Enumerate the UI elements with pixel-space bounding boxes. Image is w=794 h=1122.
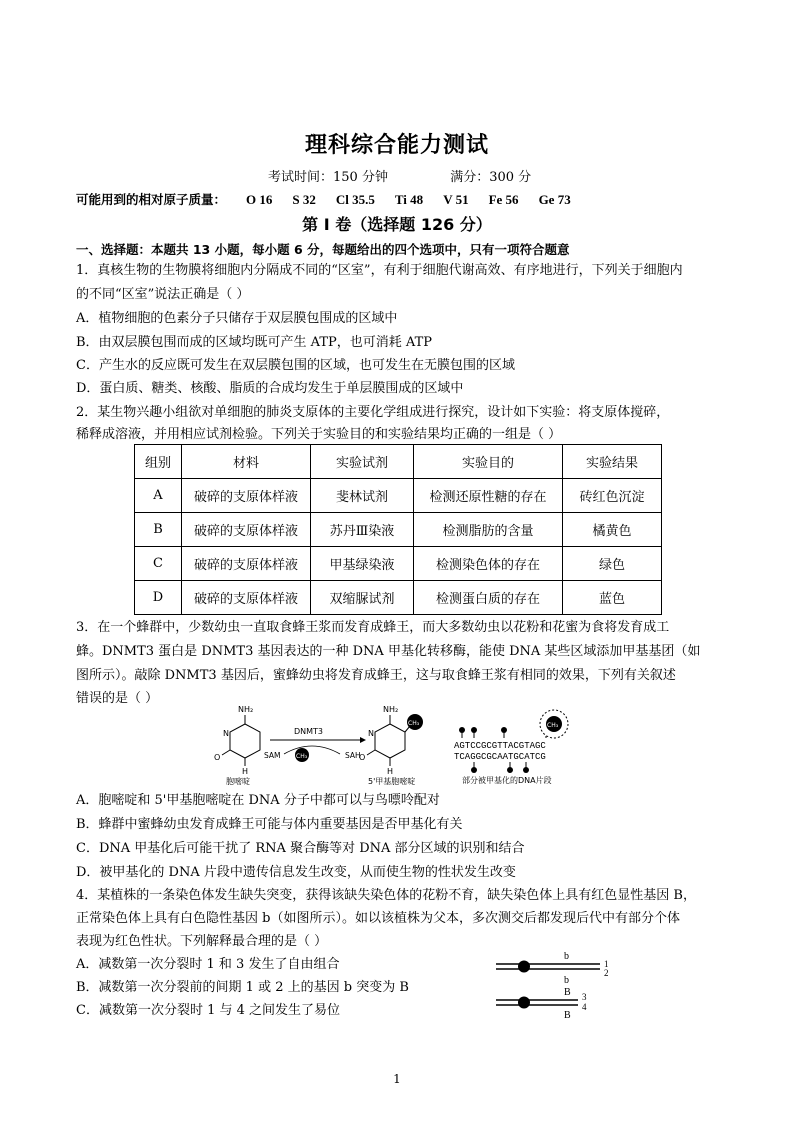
table-cell: 双缩脲试剂 — [311, 581, 414, 615]
exam-time: 考试时间：150 分钟 — [268, 170, 388, 185]
cytosine-n: N — [223, 729, 229, 738]
table-cell: B — [135, 513, 182, 547]
table-cell: 橘黄色 — [563, 513, 662, 547]
q2-stem-line: 稀释成溶液，并用相应试剂检验。下列关于实验目的和实验结果均正确的一组是（ ） — [76, 427, 562, 442]
table-header: 实验试剂 — [311, 445, 414, 479]
table-header: 实验目的 — [414, 445, 563, 479]
q4-option-b: B．减数第一次分裂前的间期 1 或 2 上的基因 b 突变为 B — [76, 980, 409, 995]
q3-stem-line: 图所示）。敲除 DNMT3 基因后，蜜蜂幼虫将发育成蜂王，这与取食蜂王浆有相同的效果，下列有关叙述 — [76, 668, 676, 683]
q3-stem-line: 错误的是（ ） — [76, 691, 159, 706]
exam-score: 满分：300 分 — [450, 170, 532, 185]
dna-bottom-strand: TCAGGCGCAATGCATCG — [454, 752, 546, 762]
methyl-mark-icon — [523, 767, 529, 773]
atomic-masses — [76, 190, 571, 208]
page-title: 理科综合能力测试 — [304, 133, 489, 158]
gene-label: B — [564, 987, 571, 998]
q3-stem-line: 蜂。DNMT3 蛋白是 DNMT3 基因表达的一种 DNA 甲基化转移酶，能使 DNA 某些区域添加甲基基团（如 — [76, 644, 701, 659]
atom-mass: Ge 73 — [538, 192, 571, 207]
table-header: 组别 — [135, 445, 182, 479]
chromosome-number: 2 — [604, 968, 609, 978]
table-cell: 破碎的支原体样液 — [182, 479, 311, 513]
dna-fragment-label: 部分被甲基化的DNA片段 — [462, 776, 552, 785]
atomic-masses-label: 可能用到的相对原子质量： — [76, 192, 227, 207]
table-cell: 检测染色体的存在 — [414, 547, 563, 581]
q4-stem-line: 表现为红色性状。下列解释最合理的是（ ） — [76, 934, 328, 949]
sam-label: SAM — [264, 751, 281, 760]
atom-mass: Ti 48 — [394, 192, 424, 207]
table-cell: C — [135, 547, 182, 581]
sah-label: SAH — [345, 751, 361, 760]
table-cell: 斐林试剂 — [311, 479, 414, 513]
methylcytosine-label: 5'甲基胞嘧啶 — [368, 777, 416, 786]
methyl-mark-icon — [471, 767, 477, 773]
q3-option-d: D．被甲基化的 DNA 片段中遗传信息发生改变，从而使生物的性状发生改变 — [76, 865, 516, 880]
table-header: 实验结果 — [563, 445, 662, 479]
methylcytosine-n: N — [368, 729, 374, 738]
methyl-mark-icon — [507, 767, 513, 773]
gene-label: b — [564, 975, 569, 986]
q1-stem-line: 1．真核生物的生物膜将细胞内分隔成不同的“区室”，有利于细胞代谢高效、有序地进行，下列关于细胞内 — [76, 263, 683, 278]
dna-methylation-figure — [212, 702, 592, 788]
q1-option-c: C．产生水的反应既可发生在双层膜包围的区域，也可发生在无膜包围的区域 — [76, 358, 515, 373]
methyl-label: CH₃ — [547, 722, 559, 729]
q4-option-a: A．减数第一次分裂时 1 和 3 发生了自由组合 — [76, 957, 340, 972]
table-cell: 破碎的支原体样液 — [182, 513, 311, 547]
table-cell: 破碎的支原体样液 — [182, 581, 311, 615]
table-header: 材料 — [182, 445, 311, 479]
q4-stem-line: 正常染色体上具有白色隐性基因 b（如图所示）。如以该植株为父本，多次测交后都发现后代中有部分个体 — [76, 911, 680, 926]
part-heading: 第 I 卷（选择题 126 分） — [302, 215, 492, 234]
table-cell: 蓝色 — [563, 581, 662, 615]
methylcytosine-nh2: NH₂ — [383, 705, 399, 714]
table-header-row — [135, 445, 662, 479]
table-cell: 苏丹Ⅲ染液 — [311, 513, 414, 547]
cytosine-nh2: NH₂ — [238, 705, 254, 714]
cytosine-label: 胞嘧啶 — [226, 777, 250, 786]
cytosine-structure — [222, 715, 260, 766]
q4-stem-line: 4．某植株的一条染色体发生缺失突变，获得该缺失染色体的花粉不育，缺失染色体上具有红色显性基因 B， — [76, 888, 696, 903]
gene-label: B — [564, 1010, 571, 1021]
atom-mass: S 32 — [292, 192, 316, 207]
table-cell: D — [135, 581, 182, 615]
methyl-label: CH₃ — [296, 753, 308, 760]
cofactor-arc — [284, 746, 340, 754]
exam-info — [268, 166, 531, 185]
table-cell: 砖红色沉淀 — [563, 479, 662, 513]
methylcytosine-o: O — [359, 753, 366, 762]
chromosome-number: 3 — [582, 992, 587, 1002]
experiment-table — [134, 444, 662, 615]
table-cell: 检测还原性糖的存在 — [414, 479, 563, 513]
cytosine-h: H — [242, 767, 249, 776]
atom-mass: V 51 — [443, 192, 469, 207]
atom-mass: Cl 35.5 — [335, 192, 375, 207]
table-cell: 绿色 — [563, 547, 662, 581]
section-heading: 一、选择题：本题共 13 小题，每小题 6 分，每题给出的四个选项中，只有一项符合题意 — [76, 242, 570, 257]
dna-top-strand: AGTCCGCGTTACGTAGC — [454, 741, 546, 751]
enzyme-label: DNMT3 — [294, 727, 324, 736]
table-row — [135, 547, 662, 581]
q1-option-b: B．由双层膜包围而成的区域均既可产生 ATP，也可消耗 ATP — [76, 335, 433, 350]
table-cell: 检测脂肪的含量 — [414, 513, 563, 547]
page-number: 1 — [393, 1072, 401, 1086]
chromosome-number: 4 — [582, 1002, 587, 1012]
methyl-mark-icon — [459, 727, 465, 733]
table-cell: 检测蛋白质的存在 — [414, 581, 563, 615]
methyl-label: CH₃ — [408, 720, 420, 727]
methylcytosine-h: H — [387, 767, 394, 776]
q4-option-c: C．减数第一次分裂时 1 与 4 之间发生了易位 — [76, 1003, 341, 1018]
table-cell: 破碎的支原体样液 — [182, 547, 311, 581]
q2-stem-line: 2．某生物兴趣小组欲对单细胞的肺炎支原体的主要化学组成进行探究，设计如下实验：将支原体搅碎， — [76, 405, 670, 420]
table-cell: 甲基绿染液 — [311, 547, 414, 581]
cytosine-o: O — [214, 753, 221, 762]
table-cell: A — [135, 479, 182, 513]
methylated-dna-fragment — [454, 710, 568, 785]
methyl-mark-icon — [501, 727, 507, 733]
centromere-icon — [518, 961, 530, 973]
gene-label: b — [564, 951, 569, 962]
methylcytosine-structure — [367, 715, 410, 766]
table-row — [135, 581, 662, 615]
atom-mass: O 16 — [246, 192, 273, 207]
centromere-icon — [518, 997, 530, 1009]
q3-option-b: B．蜂群中蜜蜂幼虫发育成蜂王可能与体内重要基因是否甲基化有关 — [76, 817, 463, 832]
q1-option-d: D．蛋白质、糖类、核酸、脂质的合成均发生于单层膜围成的区域中 — [76, 381, 464, 396]
chromosome-figure — [490, 948, 620, 1022]
table-row — [135, 479, 662, 513]
chromosome-number: 1 — [604, 959, 609, 969]
q3-option-c: C．DNA 甲基化后可能干扰了 RNA 聚合酶等对 DNA 部分区域的识别和结合 — [76, 841, 525, 856]
q1-stem-line: 的不同“区室”说法正确是（ ） — [76, 287, 250, 302]
q1-option-a: A．植物细胞的色素分子只储存于双层膜包围成的区域中 — [76, 311, 398, 326]
atom-mass: Fe 56 — [488, 192, 519, 207]
q3-option-a: A．胞嘧啶和 5'甲基胞嘧啶在 DNA 分子中都可以与鸟嘌呤配对 — [76, 793, 440, 808]
methyl-mark-icon — [471, 727, 477, 733]
arrow-head-icon — [360, 737, 366, 743]
table-row — [135, 513, 662, 547]
q3-stem-line: 3．在一个蜂群中，少数幼虫一直取食蜂王浆而发育成蜂王，而大多数幼虫以花粉和花蜜为食将发育成工 — [76, 620, 670, 635]
